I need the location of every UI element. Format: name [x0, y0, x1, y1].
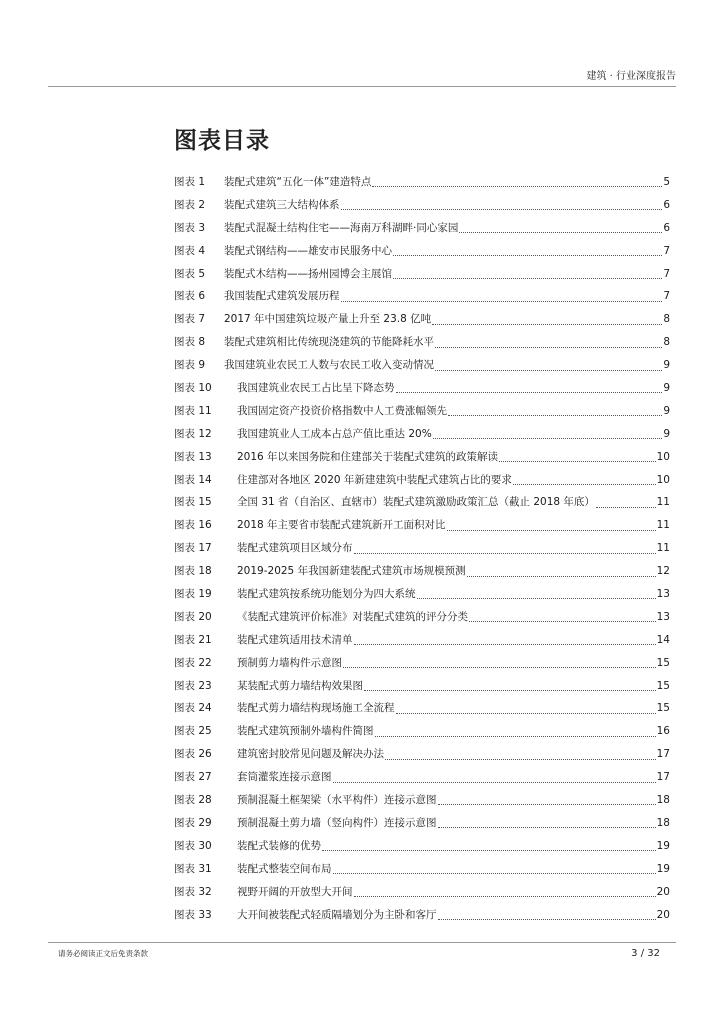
toc-item-title[interactable]: 《装配式建筑评价标准》对装配式建筑的评分分类: [237, 610, 468, 623]
toc-dot-leader: [396, 391, 663, 393]
toc-item-title[interactable]: 2019-2025 年我国新建装配式建筑市场规模预测: [237, 565, 466, 578]
toc-item-number: 图表 12: [174, 427, 212, 440]
toc-item-title[interactable]: 大开间被装配式轻质隔墙划分为主卧和客厅: [237, 908, 437, 921]
toc-item-number: 图表 1: [174, 176, 206, 188]
toc-item-page[interactable]: 18: [656, 816, 670, 829]
toc-dot-leader: [341, 300, 663, 302]
toc-item[interactable]: [174, 537, 670, 560]
toc-item-page[interactable]: 17: [656, 771, 670, 784]
toc-item-number: 图表 30: [174, 839, 212, 852]
toc-item-number: 图表 3: [174, 221, 206, 234]
toc-dot-leader: [438, 826, 656, 828]
toc-item-page[interactable]: 12: [656, 565, 670, 578]
toc-item-page[interactable]: 10: [656, 473, 670, 486]
toc-item-page[interactable]: 8: [663, 336, 670, 349]
toc-dot-leader: [354, 895, 656, 897]
toc-item-page[interactable]: 15: [656, 656, 670, 669]
toc-item-number: 图表 18: [174, 565, 212, 578]
toc-item[interactable]: [174, 675, 670, 698]
page-indicator: 3 / 32: [631, 948, 660, 959]
toc-item-title[interactable]: 某装配式剪力墙结构效果图: [237, 679, 363, 692]
toc-item-title[interactable]: 我国建筑业农民工人数与农民工收入变动情况: [224, 359, 434, 372]
toc-dot-leader: [333, 872, 656, 874]
toc-item-number: 图表 9: [174, 359, 206, 372]
toc-item[interactable]: [174, 217, 670, 240]
toc-item-title[interactable]: 装配式木结构——扬州园博会主展馆: [224, 267, 392, 280]
toc-item-number: 图表 33: [174, 908, 212, 921]
toc-dot-leader: [467, 575, 656, 577]
toc-item-page[interactable]: 17: [656, 748, 670, 761]
toc-item-title[interactable]: 我国固定资产投资价格指数中人工费涨幅领先: [237, 404, 447, 417]
toc-item-title[interactable]: 2018 年主要省市装配式建筑新开工面积对比: [237, 519, 446, 532]
toc-item-number: 图表 21: [174, 633, 212, 646]
toc-dot-leader: [435, 369, 662, 371]
toc-dot-leader: [364, 689, 656, 691]
toc-item[interactable]: [174, 904, 670, 927]
toc-item-page[interactable]: 9: [663, 427, 670, 440]
toc-dot-leader: [435, 346, 662, 348]
toc-item[interactable]: [174, 606, 670, 629]
toc-dot-leader: [469, 620, 656, 622]
toc-item-page[interactable]: 11: [656, 542, 670, 555]
toc-item[interactable]: [174, 766, 670, 789]
toc-item-number: 图表 13: [174, 450, 212, 463]
toc-dot-leader: [396, 712, 656, 714]
toc-item[interactable]: [174, 469, 670, 492]
toc-item[interactable]: [174, 446, 670, 469]
toc-item[interactable]: [174, 377, 670, 400]
toc-item-title[interactable]: 预制混凝土剪力墙（竖向构件）连接示意图: [237, 816, 437, 829]
toc-item-number: 图表 16: [174, 519, 212, 532]
toc-item-page[interactable]: 6: [663, 221, 670, 234]
toc-item-page[interactable]: 13: [656, 588, 670, 601]
toc-item-page[interactable]: 19: [656, 839, 670, 852]
toc-item[interactable]: [174, 697, 670, 720]
toc-item[interactable]: [174, 835, 670, 858]
toc-item[interactable]: [174, 354, 670, 377]
toc-item-page[interactable]: 19: [656, 862, 670, 875]
toc-item-title[interactable]: 2017 年中国建筑垃圾产量上升至 23.8 亿吨: [224, 313, 432, 326]
toc-item-number: 图表 8: [174, 336, 206, 349]
toc-item-page[interactable]: 13: [656, 610, 670, 623]
header-title: 建筑 · 行业深度报告: [586, 71, 676, 82]
toc-item-page[interactable]: 16: [656, 725, 670, 738]
toc-item-title[interactable]: 装配式装修的优势: [237, 839, 321, 852]
toc-item-page[interactable]: 9: [663, 382, 670, 395]
toc-item-number: 图表 11: [174, 404, 212, 417]
toc-dot-leader: [513, 483, 656, 485]
toc-item-number: 图表 10: [174, 382, 212, 395]
toc-item-title[interactable]: 套筒灌浆连接示意图: [237, 771, 332, 784]
toc-dot-leader: [393, 277, 662, 279]
toc-item-title[interactable]: 装配式钢结构——雄安市民服务中心: [224, 244, 392, 257]
toc-item[interactable]: [174, 858, 670, 881]
toc-item-number: 图表 17: [174, 542, 212, 555]
toc-item-title[interactable]: 2016 年以来国务院和住建部关于装配式建筑的政策解读: [237, 450, 499, 463]
header-divider: [48, 86, 676, 87]
toc-item-title[interactable]: 装配式建筑适用技术清单: [237, 633, 353, 646]
toc-dot-leader: [322, 849, 656, 851]
footer-divider: [48, 942, 676, 943]
toc-item-page[interactable]: 18: [656, 794, 670, 807]
toc-dot-leader: [333, 781, 656, 783]
toc-item-title[interactable]: 装配式混凝土结构住宅——海南万科湖畔·同心家园: [224, 221, 459, 234]
toc-item-number: 图表 14: [174, 473, 212, 486]
toc-item-page[interactable]: 11: [656, 519, 670, 532]
toc-item-number: 图表 20: [174, 610, 212, 623]
toc-item-number: 图表 23: [174, 679, 212, 692]
toc-dot-leader: [448, 414, 662, 416]
toc-item-title[interactable]: 装配式建筑预制外墙构件简图: [237, 725, 374, 738]
toc-dot-leader: [438, 803, 656, 805]
toc-item-title[interactable]: 装配式建筑按系统功能划分为四大系统: [237, 588, 416, 601]
toc-item-number: 图表 19: [174, 588, 212, 601]
toc-item[interactable]: [174, 560, 670, 583]
toc-dot-leader: [596, 506, 656, 508]
toc-item-page[interactable]: 11: [656, 496, 670, 509]
toc-item-number: 图表 7: [174, 313, 206, 326]
toc-item-page[interactable]: 15: [656, 702, 670, 715]
toc-dot-leader: [417, 597, 656, 599]
toc-item-number: 图表 26: [174, 748, 212, 761]
toc-item-number: 图表 5: [174, 267, 206, 280]
toc-item-page[interactable]: 6: [663, 198, 670, 211]
toc-item-title[interactable]: 我国装配式建筑发展历程: [224, 290, 340, 303]
toc-item-page[interactable]: 7: [663, 244, 670, 257]
toc-dot-leader: [385, 758, 656, 760]
toc-item-number: 图表 22: [174, 656, 212, 669]
toc-item[interactable]: [174, 423, 670, 446]
toc-item-title[interactable]: 装配式建筑“五化一体”建造特点: [224, 176, 372, 188]
toc-dot-leader: [354, 552, 656, 554]
toc-dot-leader: [341, 208, 663, 210]
toc-item-page[interactable]: 20: [656, 885, 670, 898]
toc-item[interactable]: [174, 400, 670, 423]
toc-item[interactable]: [174, 491, 670, 514]
toc-item-page[interactable]: 7: [663, 267, 670, 280]
toc-item-number: 图表 28: [174, 794, 212, 807]
toc-item[interactable]: [174, 652, 670, 675]
toc-item-number: 图表 6: [174, 290, 206, 303]
toc-item[interactable]: [174, 881, 670, 904]
toc-title: 图表目录: [174, 128, 270, 154]
toc-dot-leader: [447, 529, 656, 531]
toc-item[interactable]: [174, 308, 670, 331]
toc-item-title[interactable]: 建筑密封胶常见问题及解决办法: [237, 748, 384, 761]
toc-item-title[interactable]: 我国建筑业人工成本占总产值比重达 20%: [237, 427, 432, 440]
toc-item[interactable]: [174, 514, 670, 537]
toc-item-page[interactable]: 9: [663, 404, 670, 417]
toc-item-number: 图表 25: [174, 725, 212, 738]
toc-item-number: 图表 32: [174, 885, 212, 898]
toc-item[interactable]: [174, 743, 670, 766]
toc-item-page[interactable]: 9: [663, 359, 670, 372]
toc-dot-leader: [354, 643, 656, 645]
toc-dot-leader: [393, 254, 662, 256]
toc-item-page[interactable]: 14: [656, 633, 670, 646]
toc-dot-leader: [375, 735, 656, 737]
toc-item-title[interactable]: 全国 31 省（自治区、直辖市）装配式建筑激励政策汇总（截止 2018 年底）: [237, 496, 595, 509]
toc-item[interactable]: [174, 263, 670, 286]
toc-dot-leader: [459, 231, 662, 233]
toc-item-number: 图表 2: [174, 198, 206, 211]
toc-item-title[interactable]: 我国建筑业农民工占比呈下降态势: [237, 382, 395, 395]
toc-item-page[interactable]: 10: [656, 450, 670, 463]
toc-item[interactable]: [174, 171, 670, 194]
toc-item-title[interactable]: 装配式建筑相比传统现浇建筑的节能降耗水平: [224, 336, 434, 349]
toc-item[interactable]: [174, 331, 670, 354]
toc-item-title[interactable]: 装配式剪力墙结构现场施工全流程: [237, 702, 395, 715]
toc-dot-leader: [433, 437, 663, 439]
toc-item-title[interactable]: 装配式整装空间布局: [237, 862, 332, 875]
toc-item[interactable]: [174, 240, 670, 263]
toc-item-page[interactable]: 8: [663, 313, 670, 326]
toc-dot-leader: [372, 185, 662, 187]
toc-item-title[interactable]: 预制剪力墙构件示意图: [237, 656, 342, 669]
toc-item-number: 图表 29: [174, 816, 212, 829]
toc-item-number: 图表 24: [174, 702, 212, 715]
toc-item-number: 图表 27: [174, 771, 212, 784]
toc-item[interactable]: [174, 629, 670, 652]
toc-list: [174, 171, 670, 926]
toc-item-page[interactable]: 5: [663, 176, 670, 188]
toc-item-title[interactable]: 视野开阔的开放型大开间: [237, 885, 353, 898]
toc-dot-leader: [343, 666, 656, 668]
toc-item-title[interactable]: 装配式建筑三大结构体系: [224, 198, 340, 211]
toc-item-number: 图表 31: [174, 862, 212, 875]
toc-item[interactable]: [174, 194, 670, 217]
toc-item-page[interactable]: 15: [656, 679, 670, 692]
toc-item-number: 图表 4: [174, 244, 206, 257]
footer-disclaimer: 请务必阅读正文后免责条款: [58, 949, 148, 958]
toc-item-page[interactable]: 20: [656, 908, 670, 921]
toc-dot-leader: [438, 918, 656, 920]
toc-item-page[interactable]: 7: [663, 290, 670, 303]
toc-item[interactable]: [174, 583, 670, 606]
toc-dot-leader: [499, 460, 656, 462]
toc-item[interactable]: [174, 720, 670, 743]
toc-item-title[interactable]: 装配式建筑项目区域分布: [237, 542, 353, 555]
toc-item[interactable]: [174, 285, 670, 308]
toc-dot-leader: [432, 323, 662, 325]
toc-item[interactable]: [174, 812, 670, 835]
toc-item-title[interactable]: 住建部对各地区 2020 年新建建筑中装配式建筑占比的要求: [237, 473, 512, 486]
toc-item-title[interactable]: 预制混凝土框架梁（水平构件）连接示意图: [237, 794, 437, 807]
toc-item-number: 图表 15: [174, 496, 212, 509]
toc-item[interactable]: [174, 789, 670, 812]
